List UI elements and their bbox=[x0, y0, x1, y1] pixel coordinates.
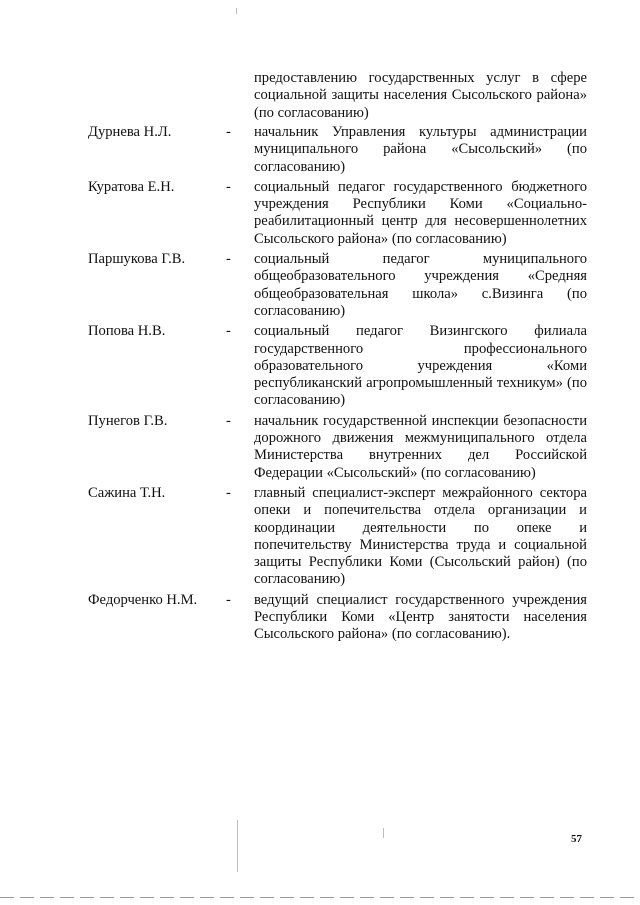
member-list bbox=[0, 124, 640, 647]
member-separator: - bbox=[226, 251, 231, 268]
member-separator: - bbox=[226, 412, 231, 429]
member-row bbox=[0, 179, 640, 248]
member-separator: - bbox=[226, 591, 231, 608]
scan-artifact-mark bbox=[236, 8, 237, 14]
scan-edge-line bbox=[0, 897, 640, 898]
member-row bbox=[0, 485, 640, 589]
member-separator: - bbox=[226, 124, 231, 140]
member-name: Дурнева Н.Л. bbox=[88, 124, 172, 140]
continuation-paragraph: предоставлению государственных услуг в сфере социальной защиты населения Сысольского района» (по согласованию) bbox=[254, 70, 587, 121]
member-description: ведущий специалист государственного учреждения Республики Коми «Центр занятости населения Сысольского района» (по согласованию). bbox=[254, 591, 587, 643]
member-separator: - bbox=[226, 178, 231, 195]
scan-artifact-line bbox=[237, 820, 238, 872]
member-separator: - bbox=[226, 484, 231, 501]
member-row bbox=[0, 413, 640, 482]
member-name: Пунегов Г.В. bbox=[88, 412, 168, 429]
member-description: начальник Управления культуры администрации муниципального района «Сысольский» (по согласованию) bbox=[254, 124, 587, 175]
member-name: Попова Н.В. bbox=[88, 323, 166, 340]
member-row bbox=[0, 124, 640, 176]
member-name: Федорченко Н.М. bbox=[88, 591, 198, 608]
member-description: начальник государственной инспекции безопасности дорожного движения межмуниципального отдела Министерства внутренних дел Российской Федерации «Сысольский» (по согласованию) bbox=[254, 412, 587, 481]
scan-artifact-mark bbox=[383, 828, 384, 838]
member-description: социальный педагог государственного бюджетного учреждения Республики Коми «Социально-реабилитационный центр для несовершеннолетних Сысольского района» (по согласованию) bbox=[254, 178, 587, 247]
member-description: главный специалист-эксперт межрайонного сектора опеки и попечительства отдела организации и координации деятельности по опеке и попечительству Министерства труда и социальной защиты Республики Коми (Сысольский район) (по согласованию) bbox=[254, 484, 587, 588]
member-name: Паршукова Г.В. bbox=[88, 251, 186, 268]
member-name: Куратова Е.Н. bbox=[88, 178, 175, 195]
member-description: социальный педагог муниципального общеобразовательного учреждения «Средняя общеобразовательная школа» с.Визинга (по согласованию) bbox=[254, 251, 587, 319]
member-name: Сажина Т.Н. bbox=[88, 484, 166, 501]
member-row bbox=[0, 592, 640, 644]
member-row bbox=[0, 251, 640, 320]
member-row bbox=[0, 323, 640, 409]
page-number: 57 bbox=[571, 833, 582, 845]
member-separator: - bbox=[226, 323, 231, 340]
member-description: социальный педагог Визингского филиала государственного профессионального образовательного учреждения «Коми республиканский агропромышленный техникум» (по согласованию) bbox=[254, 323, 587, 409]
